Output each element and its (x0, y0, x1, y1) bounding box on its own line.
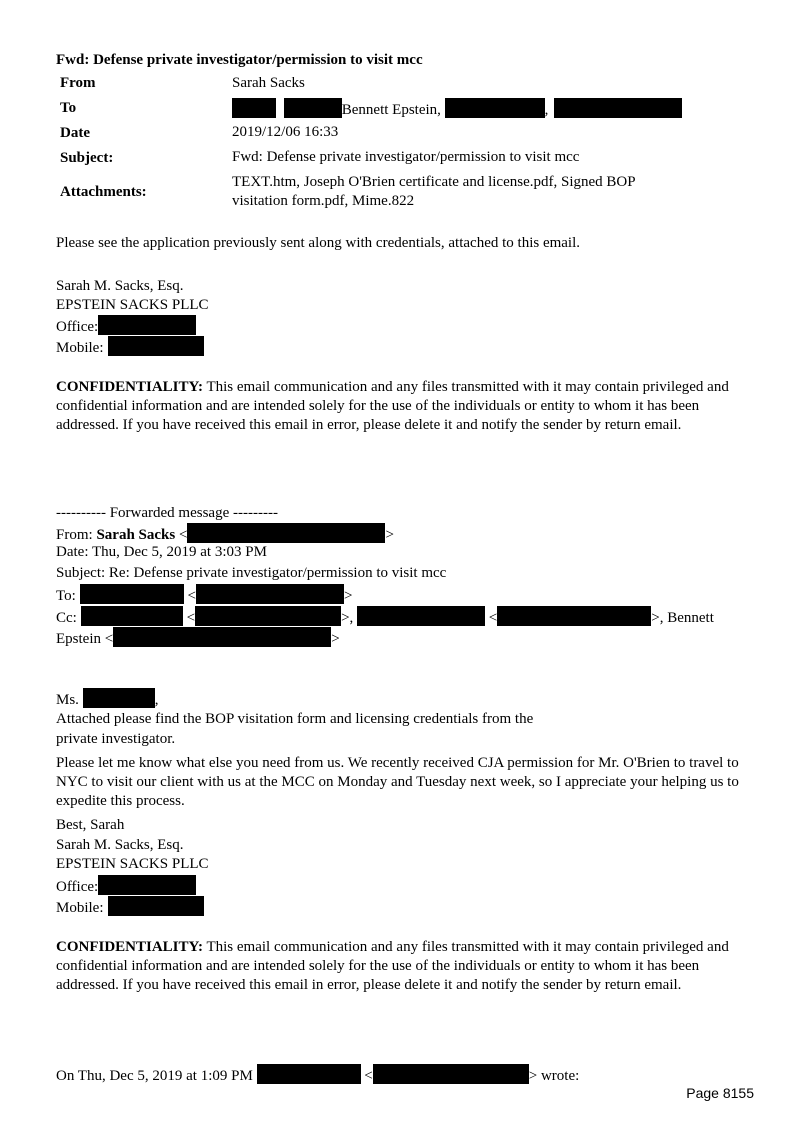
email-title: Fwd: Defense private investigator/permission to visit mcc (56, 52, 423, 68)
to-label: To (60, 100, 77, 116)
signature-firm: EPSTEIN SACKS PLLC (56, 297, 209, 313)
forward-to (56, 584, 352, 606)
cc-prefix: Cc: (56, 610, 77, 626)
to-comma: , (544, 102, 549, 118)
date-value: 2019/12/06 16:33 (232, 124, 339, 140)
to-prefix: To: (56, 588, 76, 604)
attachments-line-1: TEXT.htm, Joseph O'Brien certificate and license.pdf, Signed BOP (232, 174, 636, 190)
salutation-comma: , (154, 692, 159, 708)
office-label: Office: (56, 319, 99, 335)
signature-mobile (56, 896, 204, 918)
from-prefix: From: (56, 527, 97, 543)
gt: > (651, 610, 660, 626)
to-name: Bennett Epstein, (341, 102, 441, 118)
gt: > (331, 631, 340, 647)
quote-wrote: > wrote: (528, 1068, 580, 1084)
forward-subject: Subject: Re: Defense private investigator/permission to visit mcc (56, 565, 447, 581)
salutation (56, 688, 158, 710)
lt: < (186, 610, 196, 626)
cc-bennett: , Bennett (659, 610, 714, 626)
cc-epstein: Epstein (56, 631, 101, 647)
attachments-label: Attachments: (60, 184, 147, 200)
from-name: Sarah Sacks (96, 527, 176, 543)
gt: > (385, 527, 394, 543)
intro-text: Please see the application previously sent along with credentials, attached to this email. (56, 235, 581, 251)
redaction (108, 336, 204, 356)
quote-prefix: On Thu, Dec 5, 2019 at 1:09 PM (56, 1068, 253, 1084)
body-line-2: private investigator. (56, 731, 176, 747)
confidentiality-label: CONFIDENTIALITY: (56, 939, 203, 955)
signature-office (56, 315, 196, 337)
confidentiality-text: This email communication and any files transmitted with it may contain privileged and confidential information and are intended solely for the use of the individuals or entity to whom it has been addressed. If you have received this email in error, please delete it and notify the sender by return email. (56, 379, 729, 433)
forward-divider: ---------- Forwarded message --------- (56, 505, 278, 521)
subject-label: Subject: (60, 150, 114, 166)
office-label: Office: (56, 879, 99, 895)
redaction (284, 98, 342, 118)
redaction (257, 1064, 361, 1084)
signature-mobile (56, 336, 204, 358)
attachments-line-2: visitation form.pdf, Mime.822 (232, 193, 415, 209)
redaction (232, 98, 276, 118)
redaction (113, 627, 331, 647)
forward-cc (56, 606, 714, 628)
redaction (357, 606, 485, 626)
lt: < (488, 610, 498, 626)
lt: < (178, 527, 188, 543)
lt: < (187, 588, 197, 604)
gt: > (344, 588, 353, 604)
quote-line (56, 1064, 579, 1086)
from-value: Sarah Sacks (232, 75, 305, 91)
salutation-ms: Ms. (56, 692, 79, 708)
redaction (98, 315, 196, 335)
redaction (554, 98, 682, 118)
closing: Best, Sarah (56, 817, 125, 833)
to-value (232, 98, 682, 120)
body-line-1: Attached please find the BOP visitation form and licensing credentials from the (56, 711, 534, 727)
redaction (80, 584, 184, 604)
confidentiality-notice (56, 378, 746, 435)
redaction (445, 98, 545, 118)
signature-name: Sarah M. Sacks, Esq. (56, 278, 184, 294)
redaction (83, 688, 155, 708)
cc-sep: , (349, 610, 354, 626)
redaction (196, 584, 344, 604)
confidentiality-notice (56, 938, 746, 995)
body-paragraph: Please let me know what else you need from us. We recently received CJA permission for Mr. O'Brien to travel to NYC to visit our client with us at the MCC on Monday and Tuesday next week, so I appreciate your helping us to expedite this process. (56, 755, 739, 809)
lt: < (104, 631, 114, 647)
redaction (81, 606, 183, 626)
signature-office (56, 875, 196, 897)
gt: > (341, 610, 350, 626)
forward-cc-cont (56, 627, 340, 649)
redaction (98, 875, 196, 895)
mobile-label: Mobile: (56, 340, 104, 356)
mobile-label: Mobile: (56, 900, 104, 916)
from-label: From (60, 75, 96, 91)
subject-value: Fwd: Defense private investigator/permission to visit mcc (232, 149, 580, 165)
date-label: Date (60, 125, 90, 141)
redaction (195, 606, 341, 626)
redaction (187, 523, 385, 543)
redaction (108, 896, 204, 916)
forward-from (56, 523, 394, 545)
confidentiality-text: This email communication and any files transmitted with it may contain privileged and confidential information and are intended solely for the use of the individuals or entity to whom it has been addressed. If you have received this email in error, please delete it and notify the sender by return email. (56, 939, 729, 993)
lt: < (364, 1068, 373, 1084)
page-number: Page 8155 (686, 1085, 754, 1101)
confidentiality-label: CONFIDENTIALITY: (56, 379, 203, 395)
forward-date: Date: Thu, Dec 5, 2019 at 3:03 PM (56, 544, 267, 560)
redaction (497, 606, 651, 626)
signature-name: Sarah M. Sacks, Esq. (56, 837, 184, 853)
signature-firm: EPSTEIN SACKS PLLC (56, 856, 209, 872)
redaction (373, 1064, 529, 1084)
